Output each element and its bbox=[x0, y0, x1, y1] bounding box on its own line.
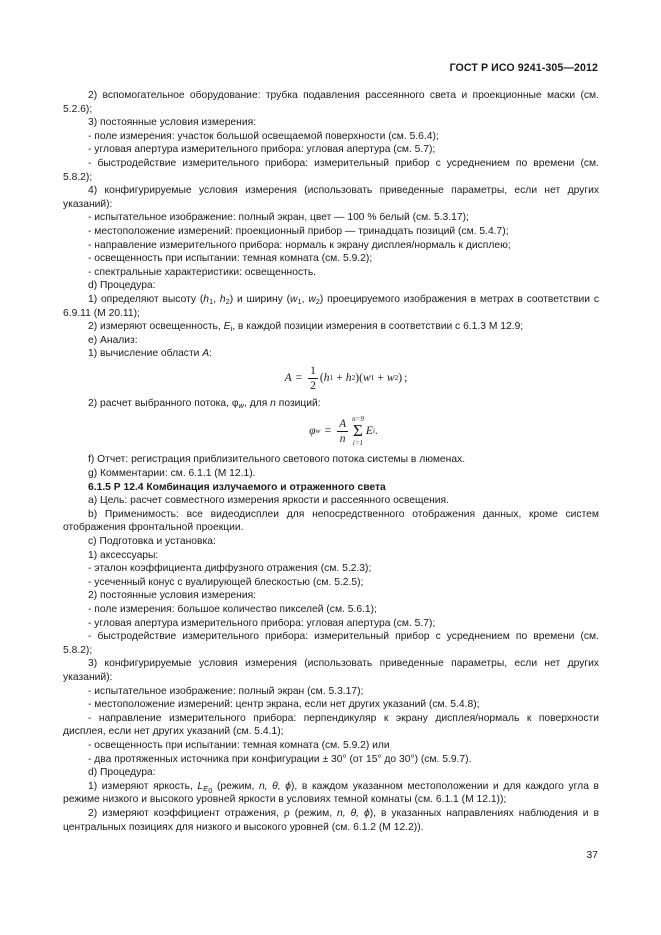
section-title: 6.1.5 Р 12.4 Комбинация излучаемого и отраженного света bbox=[88, 481, 386, 493]
text-line: - освещенность при испытании: темная комната (см. 5.9.2); bbox=[88, 253, 373, 265]
text-line: d) Процедура: bbox=[88, 767, 156, 779]
text-line: 3) постоянные условия измерения: bbox=[88, 117, 257, 129]
text-line: 3) конфигурируемые условия измерения (использовать приведенные параметры, если нет других указаний): bbox=[63, 658, 599, 683]
procedure-step-illuminance: 2) измеряют освещенность, $E_i$, в каждой позиции измерения в соответствии с 6.1.3 М 12.9; bbox=[88, 321, 524, 334]
text-line: - угловая апертура измерительного прибора: угловая апертура (см. 5.7); bbox=[88, 617, 436, 629]
formula-area: A = $\frac{1}{2}$ ( h 1 + h 2 ) ( w 1 + w 2 ) ; bbox=[284, 364, 408, 392]
text-line: - спектральные характеристики: освещенность. bbox=[88, 266, 317, 278]
text-line: - испытательное изображение: полный экран, цвет — 100 % белый (см. 5.3.17); bbox=[88, 212, 469, 224]
text-line: - быстродействие измерительного прибора: измерительный прибор с усреднением по времени (см. 5.8.2); bbox=[63, 631, 599, 656]
page-number: 37 bbox=[586, 850, 598, 861]
formula-fraction: $\frac{1}{2}$ bbox=[310, 364, 316, 392]
procedure-step-height-width: 1) определяют высоту ($h_1$, $h_2$) и ширину ($w_1$, $w_2$) проецируемого изображения в метрах в соответствии с 6.9.11 (М 20.11); bbox=[63, 293, 599, 319]
text-line: - поле измерения: большое количество пикселей (см. 5.6.1); bbox=[88, 604, 377, 615]
text-line: - усеченный конус с вуалирующей блескостью (см. 5.2.5); bbox=[88, 576, 364, 588]
text-line: - эталон коэффициента диффузного отражения (см. 5.2.3); bbox=[88, 563, 372, 575]
text-line: - освещенность при испытании: темная комната (см. 5.9.2) или bbox=[88, 739, 390, 751]
text-line: - угловая апертура измерительного прибора: угловая апертура (см. 5.7); bbox=[88, 144, 436, 156]
analysis-title: е) Анализ: bbox=[88, 334, 138, 346]
text-line: g) Комментарии: см. 6.1.1 (М 12.1). bbox=[88, 468, 256, 480]
procedure-step-reflectance: 2) измеряют коэффициент отражения, ρ (режим, n, θ, ϕ), в указанных направлениях наблюдения и в центральных позициях для низкого и высокого уровней (см. 6.1.2 (М 12.2)). bbox=[63, 807, 599, 833]
page-content bbox=[63, 89, 599, 834]
text-line: - два протяженных источника при конфигурации ± 30° (от 15° до 30°) (см. 5.9.7). bbox=[88, 753, 472, 765]
formula-flux: φ w = $\frac{A}{n}$ n=9 Σ i=1 E i . bbox=[309, 415, 378, 448]
text-line: - местоположение измерений: центр экрана, если нет других указаний (см. 5.4.8); bbox=[88, 699, 480, 711]
text-line: - направление измерительного прибора: перпендикуляр к экрану дисплея/нормаль к поверхности дисплея, если нет других указаний (см. 5.4.1); bbox=[63, 712, 599, 738]
text-line: - поле измерения: участок большой освещаемой поверхности (см. 5.6.4); bbox=[88, 130, 439, 142]
analysis-area-step: 1) вычисление области A: bbox=[88, 348, 213, 360]
page-header-standard: ГОСТ Р ИСО 9241-305—2012 bbox=[449, 62, 598, 74]
text-line: a) Цель: расчет совместного измерения яркости и рассеянного освещения. bbox=[88, 495, 449, 507]
text-line: - быстродействие измерительного прибора: измерительный прибор с усреднением по времени (см. 5.8.2); bbox=[63, 157, 599, 183]
text-line: b) Применимость: все видеодисплеи для непосредственного отображения данных, кроме систем отображения фронтальной проекции. bbox=[63, 508, 599, 534]
procedure-step-luminance: 1) измеряют яркость, $L_{E_0}$ (режим, n, θ, ϕ), в каждом указанном местоположении и для каждого угла в режиме низкого и высокого уровней яркости в условиях темной комнаты (см. 6.1.1 (М 12.1)); bbox=[63, 780, 600, 806]
text-line: 2) вспомогательное оборудование: трубка подавления рассеянного света и проекционные маски (см. 5.2.6); bbox=[63, 90, 599, 115]
text-line: 2) постоянные условия измерения: bbox=[88, 590, 257, 602]
text-line: 1) аксессуары: bbox=[88, 549, 159, 561]
formula-fraction: $\frac{A}{n}$ bbox=[339, 417, 347, 445]
text-line: 4) конфигурируемые условия измерения (использовать приведенные параметры, если нет других указаний): bbox=[63, 185, 599, 210]
text-line: f) Отчет: регистрация приблизительного светового потока системы в люменах. bbox=[88, 454, 466, 466]
text-line: - направление измерительного прибора: нормаль к экрану дисплея/нормаль к дисплею; bbox=[88, 239, 511, 251]
text-line: - испытательное изображение: полный экран (см. 5.3.17); bbox=[88, 685, 364, 697]
text-line: c) Подготовка и установка: bbox=[88, 536, 216, 548]
text-line: d) Процедура: bbox=[88, 280, 156, 292]
analysis-flux-step: 2) расчет выбранного потока, $\varphi_w$, для n позиций: bbox=[88, 397, 321, 410]
summation-sign: n=9 Σ i=1 bbox=[352, 415, 364, 448]
text-line: - местоположение измерений: проекционный прибор — тринадцать позиций (см. 5.4.7); bbox=[88, 225, 509, 237]
